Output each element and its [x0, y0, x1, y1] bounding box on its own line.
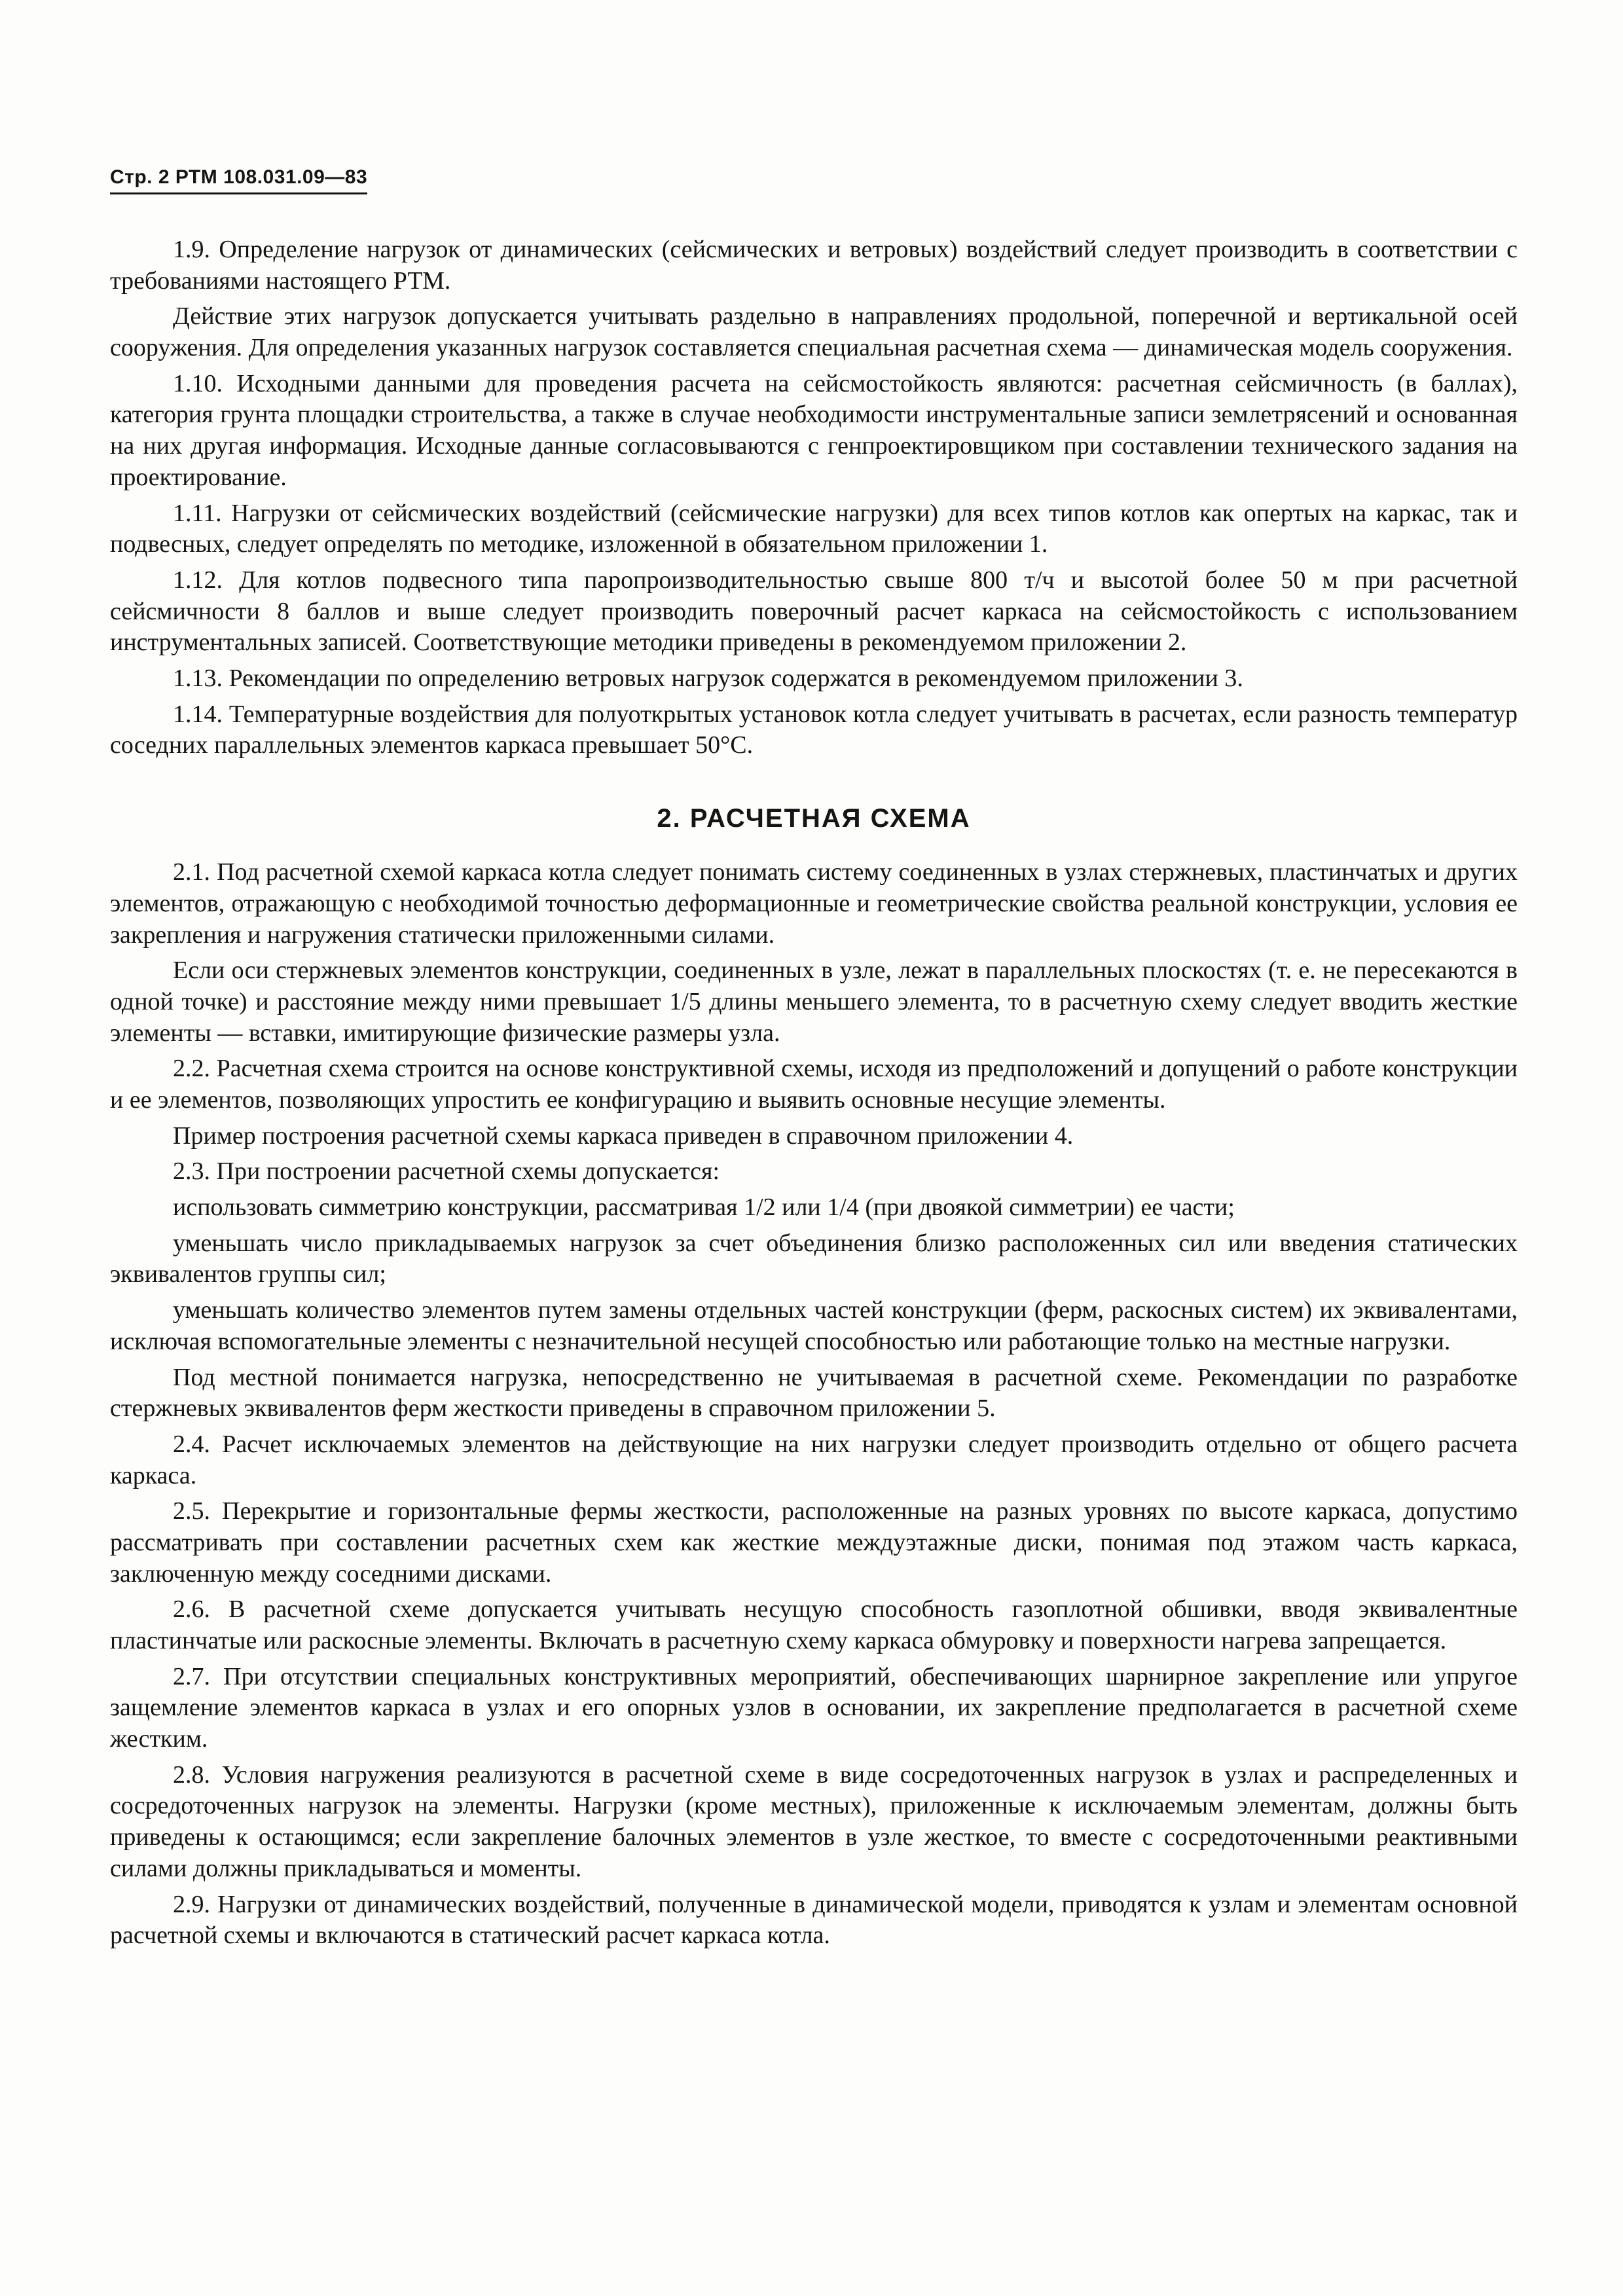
paragraph-1-11: 1.11. Нагрузки от сейсмических воздействий (сейсмические нагрузки) для всех типов котлов как опертых на каркас, так и подвесных, следует определять по методике, изложенной в обязательном приложении 1. — [110, 499, 1518, 558]
section-title: 2. РАСЧЕТНАЯ СХЕМА — [657, 804, 971, 833]
paragraph-1-13: 1.13. Рекомендации по определению ветровых нагрузок содержатся в рекомендуемом приложении 3. — [173, 664, 1243, 692]
paragraph-2-3-b: уменьшать число прикладываемых нагрузок за счет объединения близко расположенных сил или введения статических эквивалентов группы сил; — [110, 1229, 1518, 1288]
paragraph-1-14: 1.14. Температурные воздействия для полуоткрытых установок котла следует учитывать в расчетах, если разность температур соседних параллельных элементов каркаса превышает 50°С. — [110, 700, 1518, 759]
paragraph-2-7: 2.7. При отсутствии специальных конструктивных мероприятий, обеспечивающих шарнирное закрепление или упругое защемление элементов каркаса в узлах и его опорных узлов в основании, их закрепление предполагается в расчетной схеме жестким. — [110, 1662, 1518, 1753]
paragraph-1-10: 1.10. Исходными данными для проведения расчета на сейсмостойкость являются: расчетная сейсмичность (в баллах), категория грунта площадки строительства, а также в случае необходимости инструментальные записи землетрясений и основанная на них другая информация. Исходные данные согласовываются с генпроектировщиком при составлении технического задания на проектирование. — [110, 369, 1518, 491]
paragraph-2-4: 2.4. Расчет исключаемых элементов на действующие на них нагрузки следует производить отдельно от общего расчета каркаса. — [110, 1430, 1518, 1489]
paragraph-2-3-c: уменьшать количество элементов путем замены отдельных частей конструкции (ферм, раскосных систем) их эквивалентами, исключая вспомогательные элементы с незначительной несущей способностью или работающие только на местные нагрузки. — [110, 1296, 1518, 1355]
paragraph-2-1-b: Если оси стержневых элементов конструкции, соединенных в узле, лежат в параллельных плоскостях (т. е. не пересекаются в одной точке) и расстояние между ними превышает 1/5 длины меньшего элемента, то в расчетную схему следует вводить жесткие элементы — вставки, имитирующие физические размеры узла. — [110, 957, 1518, 1047]
paragraph-2-2: 2.2. Расчетная схема строится на основе конструктивной схемы, исходя из предположений и допущений о работе конструкции и ее элементов, позволяющих упростить ее конфигурацию и выявить основные несущие элементы. — [110, 1055, 1518, 1114]
paragraph-2-6: 2.6. В расчетной схеме допускается учитывать несущую способность газоплотной обшивки, вводя эквивалентные пластинчатые или раскосные элементы. Включать в расчетную схему каркаса обмуровку и поверхности нагрева запрещается. — [110, 1595, 1518, 1654]
paragraph-1-12: 1.12. Для котлов подвесного типа паропроизводительностью свыше 800 т/ч и высотой более 50 м при расчетной сейсмичности 8 баллов и выше следует производить поверочный расчет каркаса на сейсмостойкость с использованием инструментальных записей. Соответствующие методики приведены в рекомендуемом приложении 2. — [110, 566, 1518, 657]
paragraph-2-3: 2.3. При построении расчетной схемы допускается: — [173, 1157, 720, 1186]
paragraph-2-1: 2.1. Под расчетной схемой каркаса котла следует понимать систему соединенных в узлах стержневых, пластинчатых и других элементов, отражающую с необходимой точностью деформационные и геометрические свойства реальной конструкции, условия ее закрепления и нагружения статически приложенными силами. — [110, 858, 1518, 949]
paragraph-2-3-d: Под местной понимается нагрузка, непосредственно не учитываемая в расчетной схеме. Рекомендации по разработке стержневых эквивалентов ферм жесткости приведены в справочном приложении 5. — [110, 1363, 1518, 1423]
paragraph-2-8: 2.8. Условия нагружения реализуются в расчетной схеме в виде сосредоточенных нагрузок в узлах и распределенных и сосредоточенных нагрузок на элементы. Нагрузки (кроме местных), приложенные к исключаемым элементам, должны быть приведены к остающимся; если закрепление балочных элементов в узле жесткое, то вместе с сосредоточенными реактивными силами должны прикладываться и моменты. — [110, 1760, 1518, 1882]
paragraph-2-9: 2.9. Нагрузки от динамических воздействий, полученные в динамической модели, приводятся к узлам и элементам основной расчетной схемы и включаются в статический расчет каркаса котла. — [110, 1890, 1518, 1950]
running-head: Стр. 2 РТМ 108.031.09—83 — [110, 165, 367, 194]
paragraph-1-9-b: Действие этих нагрузок допускается учитывать раздельно в направлениях продольной, поперечной и вертикальной осей сооружения. Для определения указанных нагрузок составляется специальная расчетная схема — динамическая модель сооружения. — [110, 302, 1518, 362]
paragraph-2-3-a: использовать симметрию конструкции, рассматривая 1/2 или 1/4 (при двоякой симметрии) ее части; — [173, 1194, 1235, 1222]
paragraph-2-5: 2.5. Перекрытие и горизонтальные фермы жесткости, расположенные на разных уровнях по высоте каркаса, допустимо рассматривать при составлении расчетных схем как жесткие междуэтажные диски, понимая под этажом часть каркаса, заключенную между соседними дисками. — [110, 1497, 1518, 1588]
paragraph-1-9: 1.9. Определение нагрузок от динамических (сейсмических и ветровых) воздействий следует производить в соответствии с требованиями настоящего РТМ. — [110, 236, 1518, 295]
paragraph-2-2-b: Пример построения расчетной схемы каркаса приведен в справочном приложении 4. — [173, 1121, 1074, 1150]
main-text — [110, 234, 1518, 1956]
